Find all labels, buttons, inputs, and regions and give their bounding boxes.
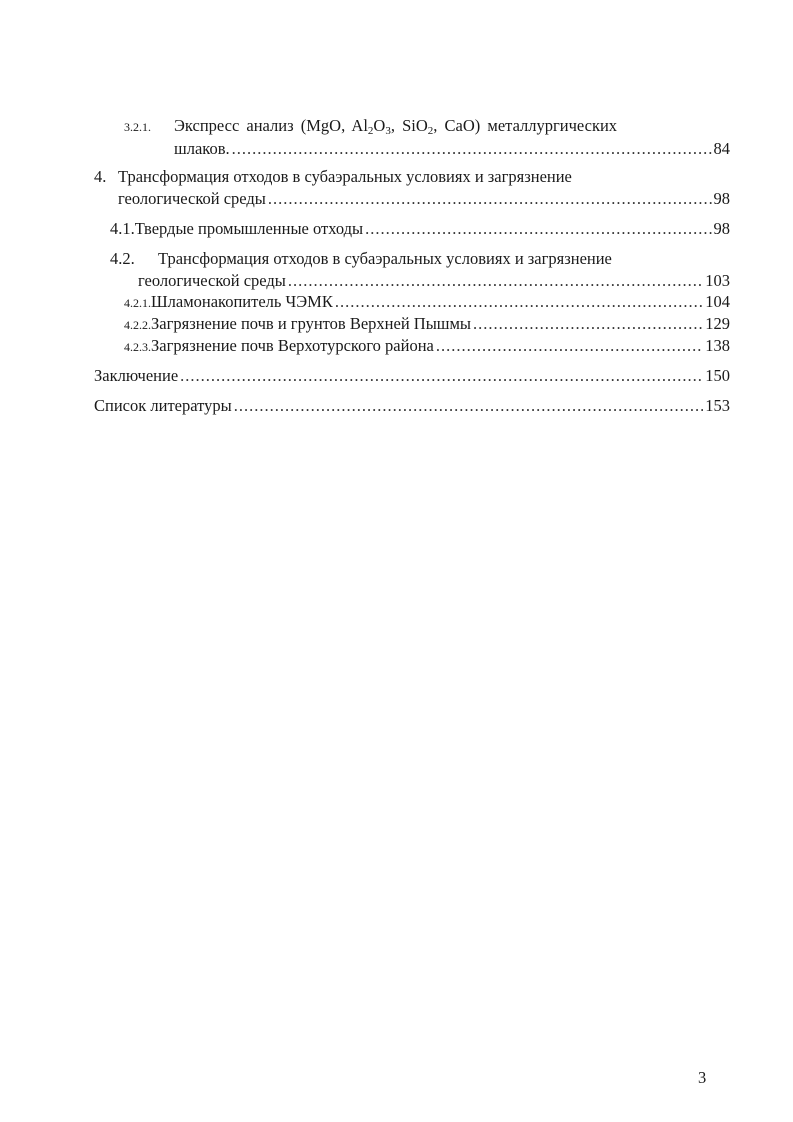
dot-leader: [365, 218, 711, 240]
page-number: 3: [698, 1068, 707, 1087]
toc-title-line1: Трансформация отходов в субаэральных условиях и загрязнение: [158, 249, 612, 268]
toc-entry-4-2-2[interactable]: [124, 313, 730, 336]
toc-page: 129: [705, 314, 730, 333]
toc-title: Шламонакопитель ЧЭМК: [151, 292, 333, 311]
toc-title-line2: шлаков.: [174, 139, 230, 158]
toc-number: 4.2.2.: [124, 318, 151, 332]
toc-number: 4.2.1.: [124, 296, 151, 310]
toc-page: 98: [713, 189, 730, 208]
toc-title-line2: геологической среды: [138, 271, 286, 290]
toc-title: Загрязнение почв Верхотурского района: [151, 336, 434, 355]
toc-title-line1: Экспресс анализ (MgO, $Al_2O_3$, SiO$_2$, CaO) металлургических: [174, 116, 618, 137]
toc-title: Заключение: [94, 366, 179, 385]
toc-title-line2: геологической среды: [118, 189, 266, 208]
toc-page: 103: [705, 271, 730, 290]
dot-leader: [232, 138, 712, 160]
toc-title: Твердые промышленные отходы: [134, 219, 364, 238]
toc-entry-3-2-1[interactable]: [124, 115, 730, 160]
toc-page: 150: [705, 366, 730, 385]
dot-leader: [473, 313, 703, 335]
toc-title-line1: Трансформация отходов в субаэральных условиях и загрязнение: [118, 167, 572, 186]
toc-number: 4.: [94, 167, 107, 186]
toc-page: 98: [713, 219, 730, 238]
toc-number: 4.1.: [110, 219, 135, 238]
toc-page: 153: [705, 396, 730, 415]
dot-leader: [180, 365, 703, 387]
toc-page: 138: [705, 336, 730, 355]
dot-leader: [268, 188, 712, 210]
toc-page: 84: [713, 139, 730, 158]
toc-entry-4-2-1[interactable]: [124, 291, 730, 314]
toc-number: 4.2.: [110, 249, 135, 268]
dot-leader: [436, 335, 703, 357]
toc-title: Список литературы: [94, 396, 232, 415]
toc-title: Загрязнение почв и грунтов Верхней Пышмы: [151, 314, 472, 333]
dot-leader: [335, 291, 703, 313]
dot-leader: [288, 270, 703, 292]
toc-page: 104: [705, 292, 730, 311]
toc-entry-4-2-3[interactable]: [124, 335, 730, 358]
toc-entry-4[interactable]: [94, 166, 730, 210]
toc-number: 3.2.1.: [124, 120, 151, 134]
toc-entry-4-2[interactable]: [110, 248, 730, 292]
dot-leader: [234, 395, 704, 417]
toc-entry-references[interactable]: [94, 395, 730, 417]
toc-entry-4-1[interactable]: [110, 218, 730, 240]
toc-entry-conclusion[interactable]: [94, 365, 730, 387]
toc-number: 4.2.3.: [124, 340, 151, 354]
